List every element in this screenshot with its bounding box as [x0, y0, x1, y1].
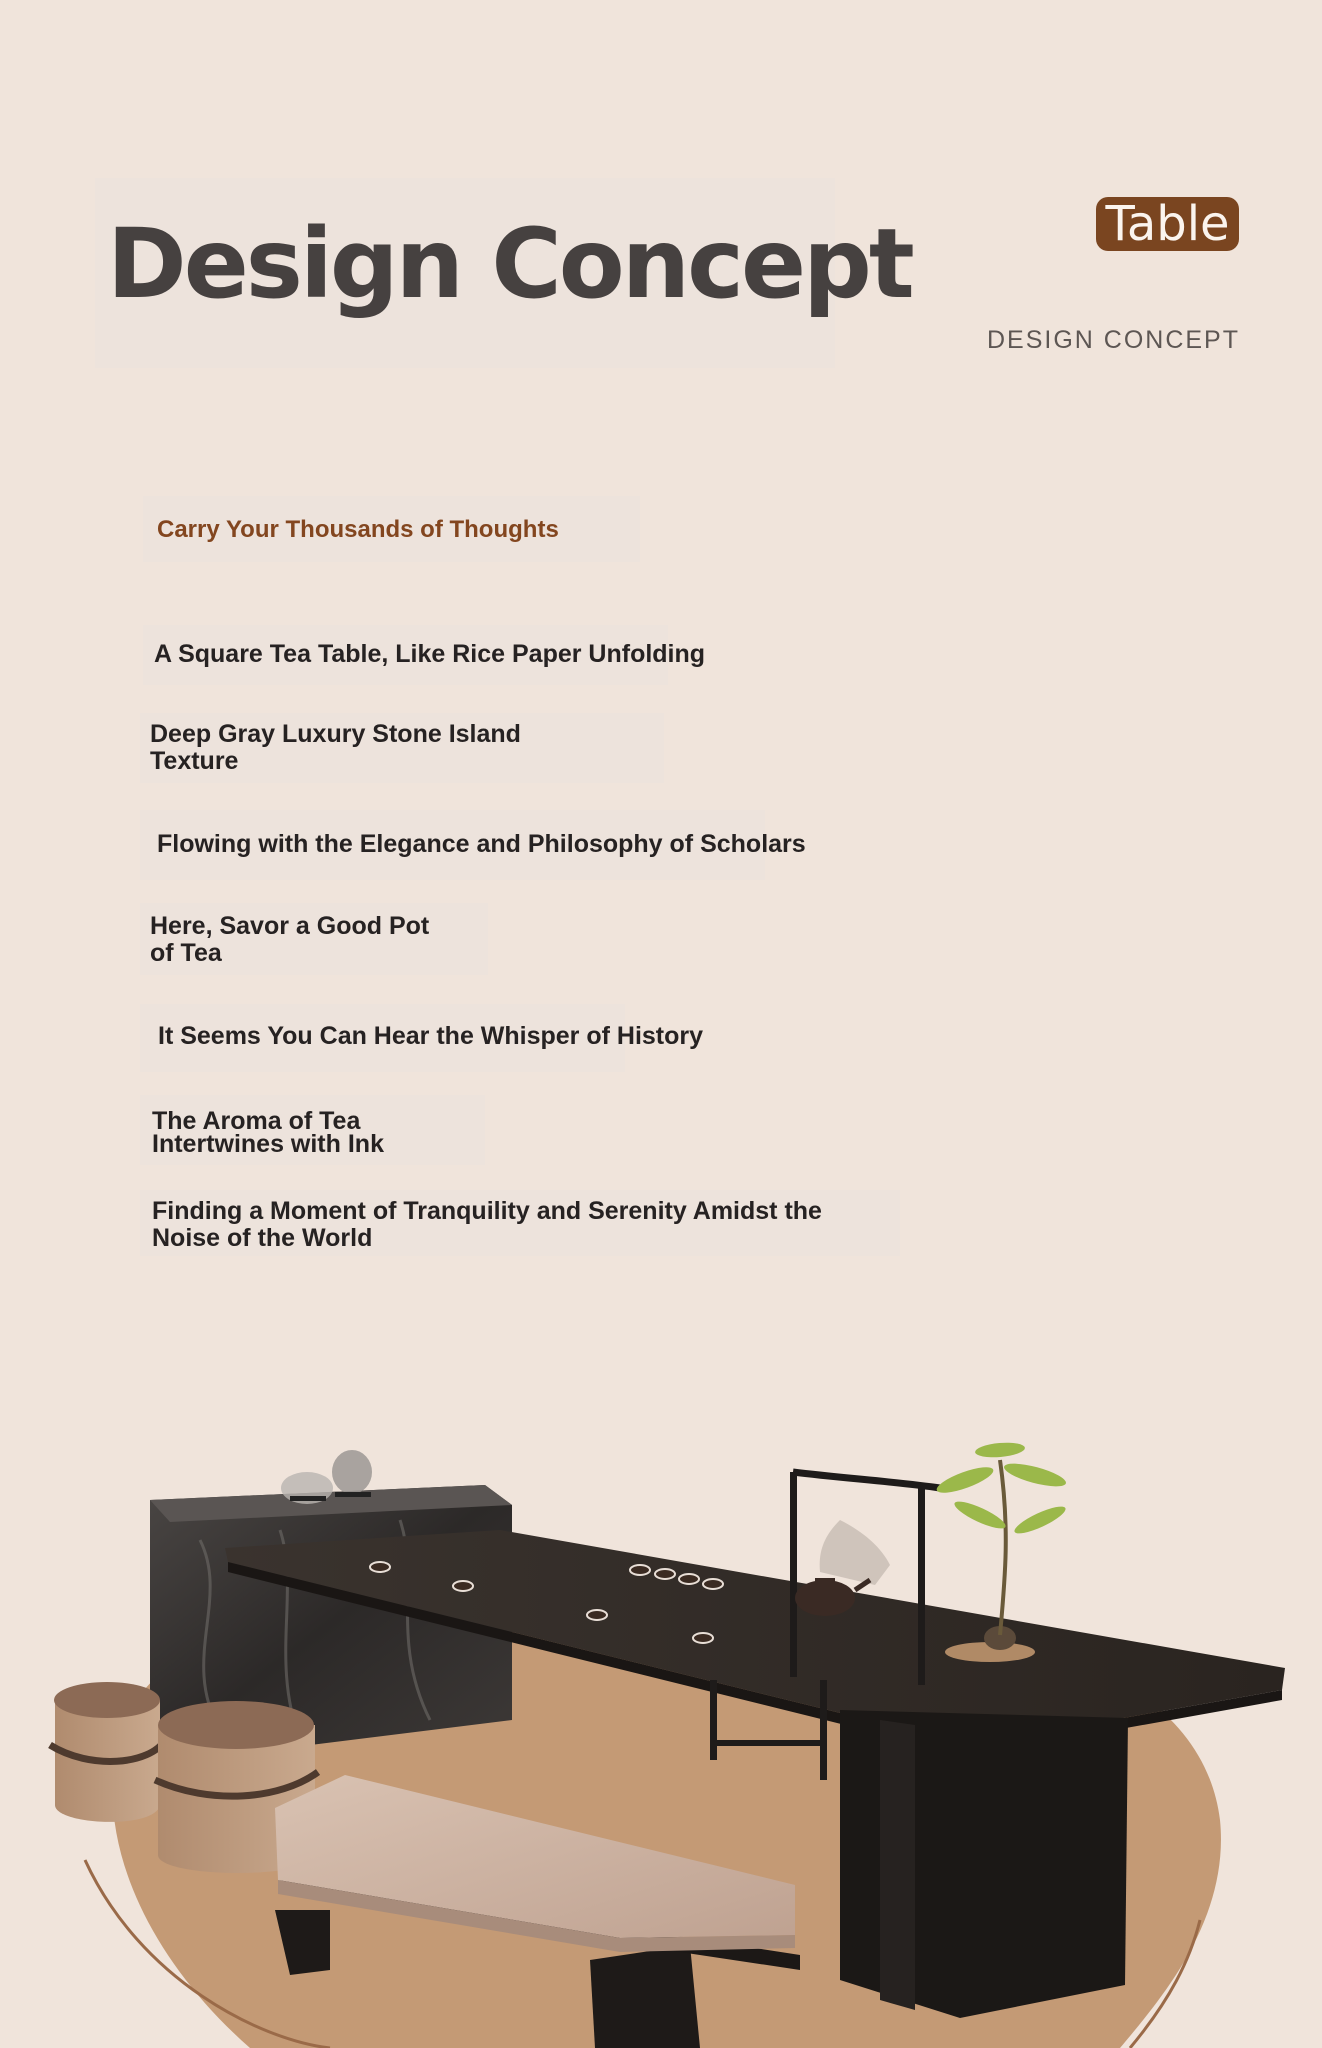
concept-line: of Tea [150, 939, 222, 967]
concept-line: Intertwines with Ink [152, 1130, 384, 1158]
tagline: Carry Your Thousands of Thoughts [157, 516, 559, 543]
stool-left [50, 1682, 165, 1822]
concept-line: Deep Gray Luxury Stone Island [150, 720, 521, 748]
page-title: Design Concept [107, 208, 912, 320]
concept-line: The Aroma of Tea [152, 1107, 361, 1135]
concept-line: It Seems You Can Hear the Whisper of History [158, 1022, 704, 1050]
concept-line: A Square Tea Table, Like Rice Paper Unfolding [154, 640, 706, 668]
concept-line: Finding a Moment of Tranquility and Serenity Amidst the [152, 1197, 822, 1225]
page-subtitle: DESIGN CONCEPT [986, 326, 1240, 354]
concept-line: Noise of the World [152, 1224, 373, 1252]
glass-teapots [281, 1450, 372, 1504]
tea-table-illustration [0, 1400, 1322, 2048]
concept-line: Flowing with the Elegance and Philosophy of Scholars [157, 830, 806, 858]
concept-line: Here, Savor a Good Pot [150, 912, 430, 940]
category-badge: Table [1096, 197, 1239, 251]
concept-line: Texture [150, 747, 239, 775]
